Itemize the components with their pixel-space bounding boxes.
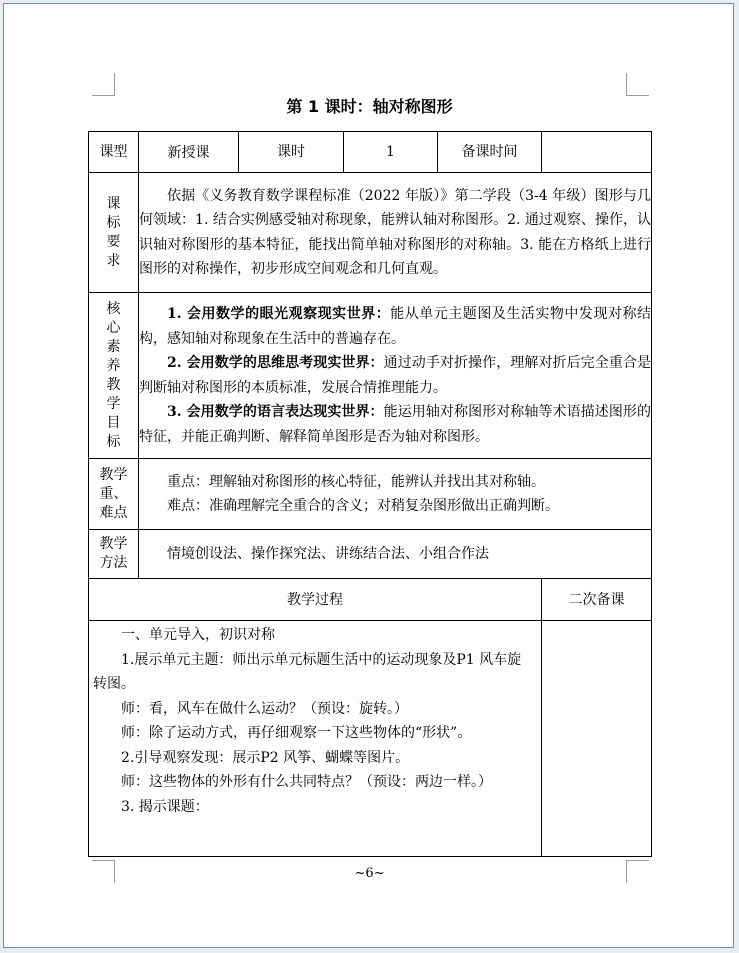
methods-label-text: 教学方法 (99, 536, 128, 571)
prep-time-value (542, 132, 652, 173)
methods-content (139, 530, 652, 579)
literacy-item-3 (139, 400, 651, 449)
second-prep-header: 二次备课 (542, 579, 652, 621)
process-row (89, 621, 652, 857)
standards-label-text: 课标要求 (106, 195, 121, 269)
crop-mark-top-right (626, 73, 649, 96)
lesson-title: 第 1 课时：轴对称图形 (286, 97, 453, 116)
process-line: 2.引导观察发现：展示P2 风筝、蝴蝶等图片。 (121, 749, 410, 766)
process-header-row (89, 579, 652, 621)
literacy-item-2-head: 2. 会用数学的思维思考现实世界： (167, 355, 384, 371)
literacy-item-1 (139, 302, 651, 351)
key-point-text: 重点：理解轴对称图形的核心特征，能辨认并找出其对称轴。 (167, 473, 545, 490)
key-points-content (139, 459, 652, 530)
second-prep-cell (542, 621, 652, 857)
difficult-point-text: 难点：准确理解完全重合的含义；对稍复杂图形做出正确判断。 (167, 498, 559, 514)
header-row (89, 132, 652, 173)
literacy-item-1-text: 能从单元主题图及生活实物中发现对称结构，感知轴对称现象在生活中的普遍存在。 (139, 306, 651, 347)
literacy-content (139, 293, 652, 459)
standards-text: 依据《义务教育数学课程标准（2022 年版）》第二学段（3-4 年级）图形与几何领域：1. 结合实例感受轴对称现象，能辨认轴对称图形。2. 通过观察、操作，认识轴对称图形的基本特征，能找出简单轴对称图形的对称轴。3. 能在方格纸上进行图形的对称操作，初步形成空间观念和几何直观。 (139, 187, 651, 277)
literacy-item-3-head: 3. 会用数学的语言表达现实世界： (167, 404, 384, 420)
literacy-item-3-text: 能运用轴对称图形对称轴等术语描述图形的特征，并能正确判断、解释简单图形是否为轴对称图形。 (139, 404, 651, 445)
methods-text: 情境创设法、操作探究法、讲练结合法、小组合作法 (167, 545, 489, 562)
process-line: 一、单元导入，初识对称 (121, 627, 275, 643)
process-content (89, 621, 542, 857)
key-points-row (89, 459, 652, 530)
literacy-label (89, 293, 139, 459)
process-line: 3. 揭示课题： (121, 798, 209, 815)
methods-row (89, 530, 652, 579)
key-points-label (89, 459, 139, 530)
process-line: 师：这些物体的外形有什么共同特点？（预设：两边一样。） (121, 774, 492, 790)
type-value: 新授课 (139, 132, 239, 173)
literacy-item-2 (139, 351, 651, 400)
literacy-row (89, 293, 652, 459)
crop-mark-top-left (92, 73, 115, 96)
standards-label (89, 173, 139, 293)
key-points-label-text: 教学重、难点 (99, 466, 128, 521)
hours-value: 1 (344, 132, 438, 173)
literacy-label-text: 核心素养教学目标 (106, 300, 121, 450)
process-line: 师：看，风车在做什么运动？（预设：旋转。） (121, 700, 408, 717)
process-line: 1.展示单元主题：师出示单元标题生活中的运动现象及P1 风车旋转图。 (93, 651, 522, 692)
methods-label (89, 530, 139, 579)
prep-time-label: 备课时间 (438, 132, 542, 173)
standards-content (139, 173, 652, 293)
lesson-plan-table (88, 131, 652, 857)
literacy-item-1-head: 1. 会用数学的眼光观察现实世界： (167, 306, 391, 322)
page-number: ~6~ (354, 866, 385, 881)
process-line: 师：除了运动方式，再仔细观察一下这些物体的“形状”。 (121, 725, 472, 741)
type-label: 课型 (89, 132, 139, 173)
literacy-item-2-text: 通过动手对折操作，理解对折后完全重合是判断轴对称图形的本质标准，发展合情推理能力。 (139, 355, 651, 396)
standards-row (89, 173, 652, 293)
process-header: 教学过程 (89, 579, 542, 621)
hours-label: 课时 (239, 132, 344, 173)
